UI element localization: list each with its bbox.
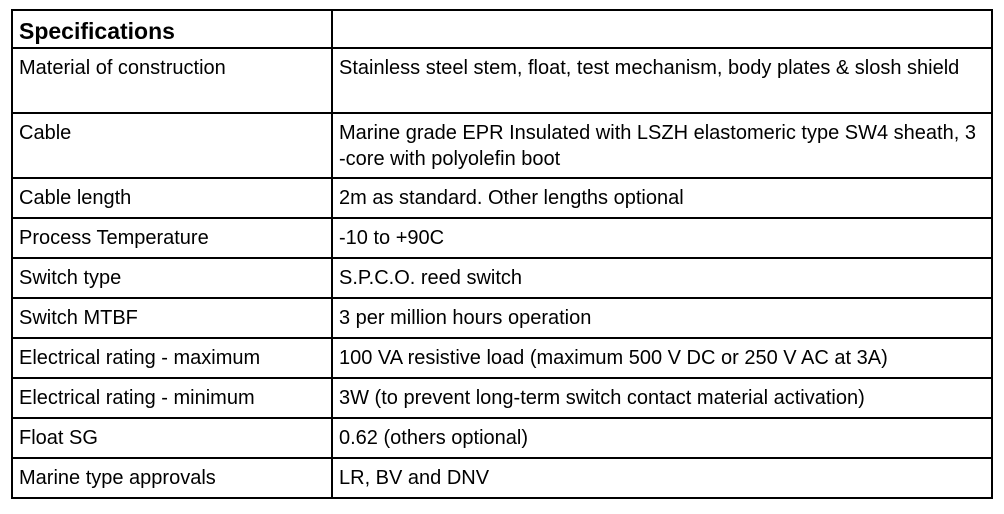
- table-header-title: Specifications: [12, 10, 332, 48]
- table-row: [12, 298, 992, 338]
- spec-label: Switch type: [12, 258, 332, 298]
- spec-value: 3 per million hours operation: [332, 298, 992, 338]
- table-row: [12, 458, 992, 498]
- spec-value: 100 VA resistive load (maximum 500 V DC or 250 V AC at 3A): [332, 338, 992, 378]
- spec-label: Float SG: [12, 418, 332, 458]
- spec-value: Marine grade EPR Insulated with LSZH elastomeric type SW4 sheath, 3 -core with polyolefin boot: [332, 113, 992, 178]
- table-row: [12, 178, 992, 218]
- spec-value: Stainless steel stem, float, test mechanism, body plates & slosh shield: [332, 48, 992, 113]
- table-row: [12, 258, 992, 298]
- spec-value: 2m as standard. Other lengths optional: [332, 178, 992, 218]
- table-header-row: [12, 10, 992, 48]
- spec-value: -10 to +90C: [332, 218, 992, 258]
- spec-label: Process Temperature: [12, 218, 332, 258]
- table-row: [12, 418, 992, 458]
- spec-label: Electrical rating - maximum: [12, 338, 332, 378]
- specifications-table: [11, 9, 993, 499]
- spec-value: LR, BV and DNV: [332, 458, 992, 498]
- spec-value: S.P.C.O. reed switch: [332, 258, 992, 298]
- table-row: [12, 378, 992, 418]
- table-header-empty-cell: [332, 10, 992, 48]
- table-row: [12, 113, 992, 178]
- spec-label: Marine type approvals: [12, 458, 332, 498]
- spec-label: Switch MTBF: [12, 298, 332, 338]
- spec-label: Electrical rating - minimum: [12, 378, 332, 418]
- spec-label: Material of construction: [12, 48, 332, 113]
- table-row: [12, 338, 992, 378]
- table-row: [12, 48, 992, 113]
- spec-value: 3W (to prevent long-term switch contact material activation): [332, 378, 992, 418]
- spec-label: Cable length: [12, 178, 332, 218]
- table-row: [12, 218, 992, 258]
- spec-value: 0.62 (others optional): [332, 418, 992, 458]
- spec-label: Cable: [12, 113, 332, 178]
